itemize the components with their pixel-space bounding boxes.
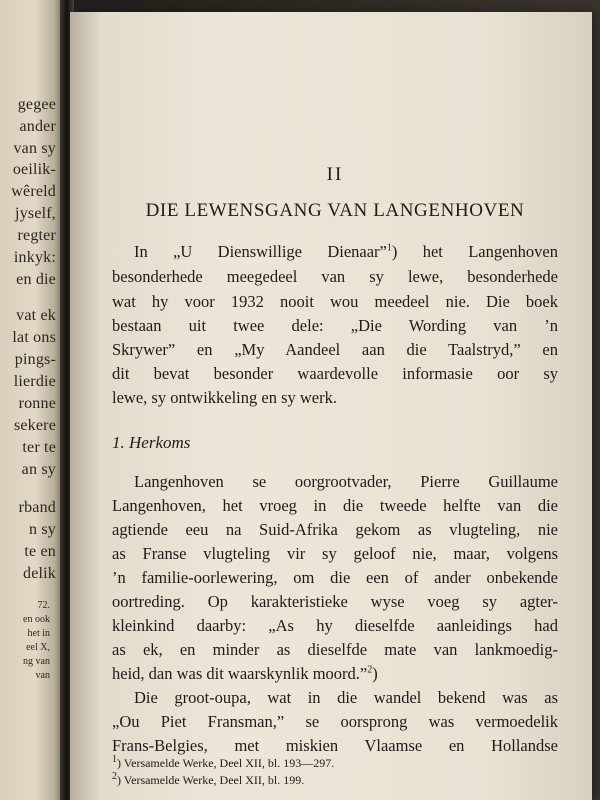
intro-line: dit bevat besonder waardevolle informasie oor sy [112, 364, 558, 383]
left-page-line: te en [24, 543, 56, 560]
left-page-line: ter te [22, 439, 56, 456]
paragraph-line: as Franse vlugteling vir sy geloof nie, maar, volgens [112, 544, 558, 563]
footnote: $^1$) Versamelde Werke, Deel XII, bl. 193—297. [112, 754, 335, 770]
chapter-number: II [326, 164, 344, 185]
left-page-footnote: van [35, 670, 50, 681]
paragraph-line: agtiende eeu na Suid-Afrika gekom as vlugteling, nie [112, 520, 558, 539]
left-page-line: delik [23, 565, 56, 582]
left-page [0, 0, 64, 800]
paragraph-line: Langenhoven se oorgrootvader, Pierre Guillaume [134, 472, 558, 491]
paragraph-line: ’n familie-oorlewering, om die een of ander onbekende [112, 568, 558, 587]
paragraph-line: as ek, en minder as dieselfde mate van lankmoedig- [112, 640, 558, 659]
intro-line: lewe, sy ontwikkeling en sy werk. [112, 388, 337, 407]
paragraph-line: „Ou Piet Fransman,” se oorsprong was vermoedelik [112, 712, 558, 731]
left-page-line: inkyk: [13, 249, 56, 266]
paragraph-line: Langenhoven, het vroeg in die tweede helfte van die [112, 496, 558, 515]
left-page-line: jyself, [15, 205, 56, 222]
left-page-line: ander [19, 118, 56, 135]
left-page-footnote: en ook [23, 614, 50, 625]
paragraph-line: kleinkind daarby: „As hy dieselfde aanleidings had [112, 616, 558, 635]
section-heading: 1. Herkoms [112, 433, 191, 452]
intro-line: In „U Dienswillige Dienaar”$^1$) het Langenhoven [134, 242, 559, 261]
footnote: $^2$) Versamelde Werke, Deel XII, bl. 199. [112, 771, 305, 787]
left-page-line: oeilik- [12, 161, 56, 178]
left-page-line: an sy [21, 461, 56, 478]
left-page-footnote: 72. [37, 600, 50, 611]
intro-line: besonderhede meegedeel van sy lewe, besonderhede [112, 267, 558, 286]
left-page-line: rband [18, 499, 56, 516]
left-page-line: pings- [14, 351, 56, 368]
chapter-title: DIE LEWENSGANG VAN LANGENHOVEN [145, 200, 525, 221]
left-page-line: ronne [18, 395, 56, 412]
left-page-line: van sy [13, 140, 56, 157]
left-page-line: lierdie [13, 373, 56, 390]
intro-line: wat hy voor 1932 nooit wou meedeel nie. Die boek [112, 292, 558, 311]
paragraph-line: Frans-Belgies, met miskien Vlaamse en Hollandse [112, 736, 558, 755]
left-page-line: en die [16, 271, 56, 288]
left-page-line: sekere [13, 417, 56, 434]
left-page-footnote: ng van [23, 656, 50, 667]
left-page-footnote: eel X, [26, 642, 50, 653]
left-page-line: vat ek [16, 307, 56, 324]
footnote-area [112, 0, 558, 800]
left-page-line: lat ons [12, 329, 56, 346]
left-page-line: wêreld [11, 183, 56, 200]
left-page-line: gegee [17, 96, 56, 113]
left-page-footnote: het in [27, 628, 50, 639]
paragraph-line: heid, dan was dit waarskynlik moord.”$^2$) [112, 664, 378, 683]
paragraph-line: Die groot-oupa, wat in die wandel bekend was as [134, 688, 558, 707]
left-page-line: regter [17, 227, 56, 244]
intro-line: Skrywer” en „My Aandeel aan die Taalstryd,” en [112, 340, 558, 359]
paragraph-line: oortreding. Op karakteristieke wyse voeg sy agter- [112, 592, 558, 611]
left-page-line: n sy [28, 521, 56, 538]
intro-line: bestaan uit twee dele: „Die Wording van ’n [112, 316, 558, 335]
